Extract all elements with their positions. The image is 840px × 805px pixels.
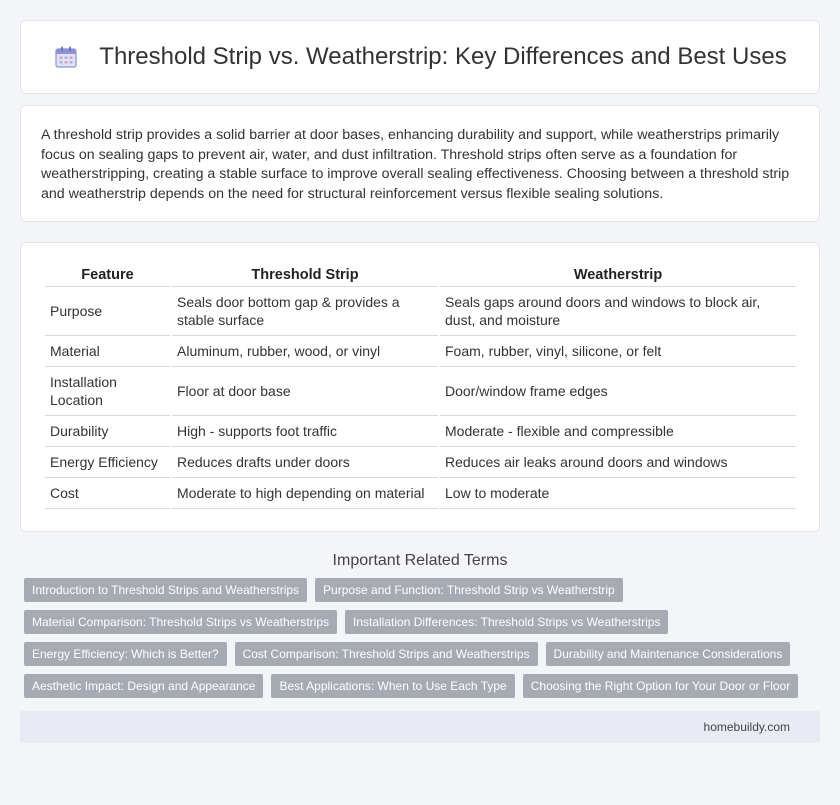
table-row	[45, 478, 796, 509]
table-cell: Reduces air leaks around doors and windows	[440, 447, 796, 478]
table-row	[45, 447, 796, 478]
table-cell: Aluminum, rubber, wood, or vinyl	[172, 336, 438, 367]
table-cell: Door/window frame edges	[440, 367, 796, 416]
comparison-section	[20, 242, 820, 532]
related-tag[interactable]: Introduction to Threshold Strips and Weatherstrips	[24, 578, 307, 602]
table-cell: Cost	[45, 478, 170, 509]
table-cell: High - supports foot traffic	[172, 416, 438, 447]
related-terms-section	[0, 552, 840, 698]
table-cell: Foam, rubber, vinyl, silicone, or felt	[440, 336, 796, 367]
table-cell: Seals door bottom gap & provides a stable surface	[172, 287, 438, 336]
column-header: Threshold Strip	[172, 263, 438, 287]
related-tag[interactable]: Purpose and Function: Threshold Strip vs Weatherstrip	[315, 578, 623, 602]
table-cell: Durability	[45, 416, 170, 447]
table-cell: Floor at door base	[172, 367, 438, 416]
footer-site-link[interactable]: homebuildy.com	[703, 720, 790, 734]
column-header: Feature	[45, 263, 170, 287]
calendar-icon	[53, 44, 79, 70]
table-row	[45, 367, 796, 416]
table-cell: Reduces drafts under doors	[172, 447, 438, 478]
related-terms-title: Important Related Terms	[332, 552, 508, 569]
related-tags	[24, 578, 804, 698]
intro-section	[20, 105, 820, 222]
table-row	[45, 287, 796, 336]
table-cell: Energy Efficiency	[45, 447, 170, 478]
table-cell: Moderate - flexible and compressible	[440, 416, 796, 447]
column-header: Weatherstrip	[440, 263, 796, 287]
table-header-row	[45, 263, 796, 287]
related-tag[interactable]: Aesthetic Impact: Design and Appearance	[24, 674, 263, 698]
table-row	[45, 416, 796, 447]
footer	[20, 711, 820, 743]
related-tag[interactable]: Material Comparison: Threshold Strips vs Weatherstrips	[24, 610, 337, 634]
table-cell: Purpose	[45, 287, 170, 336]
related-tag[interactable]: Cost Comparison: Threshold Strips and Weatherstrips	[235, 642, 538, 666]
table-cell: Low to moderate	[440, 478, 796, 509]
table-cell: Seals gaps around doors and windows to block air, dust, and moisture	[440, 287, 796, 336]
related-tag[interactable]: Energy Efficiency: Which is Better?	[24, 642, 227, 666]
table-cell: Material	[45, 336, 170, 367]
related-tag[interactable]: Choosing the Right Option for Your Door or Floor	[523, 674, 798, 698]
intro-text: A threshold strip provides a solid barrier at door bases, enhancing durability and support, while weatherstrips primarily focus on sealing gaps to prevent air, water, and dust infiltration. Threshold strips often serve as a foundation for weatherstripping, creating a stable surface to improve overall sealing effectiveness. Choosing between a threshold strip and weatherstrip depends on the need for structural reinforcement versus flexible sealing solutions.	[41, 127, 790, 202]
related-tag[interactable]: Installation Differences: Threshold Strips vs Weatherstrips	[345, 610, 668, 634]
table-cell: Moderate to high depending on material	[172, 478, 438, 509]
table-cell: Installation Location	[45, 367, 170, 416]
related-tag[interactable]: Best Applications: When to Use Each Type	[271, 674, 514, 698]
related-tag[interactable]: Durability and Maintenance Considerations	[546, 642, 791, 666]
page-title: Threshold Strip vs. Weatherstrip: Key Differences and Best Uses	[99, 43, 787, 70]
page-header	[20, 20, 820, 94]
table-row	[45, 336, 796, 367]
comparison-table	[43, 263, 798, 509]
